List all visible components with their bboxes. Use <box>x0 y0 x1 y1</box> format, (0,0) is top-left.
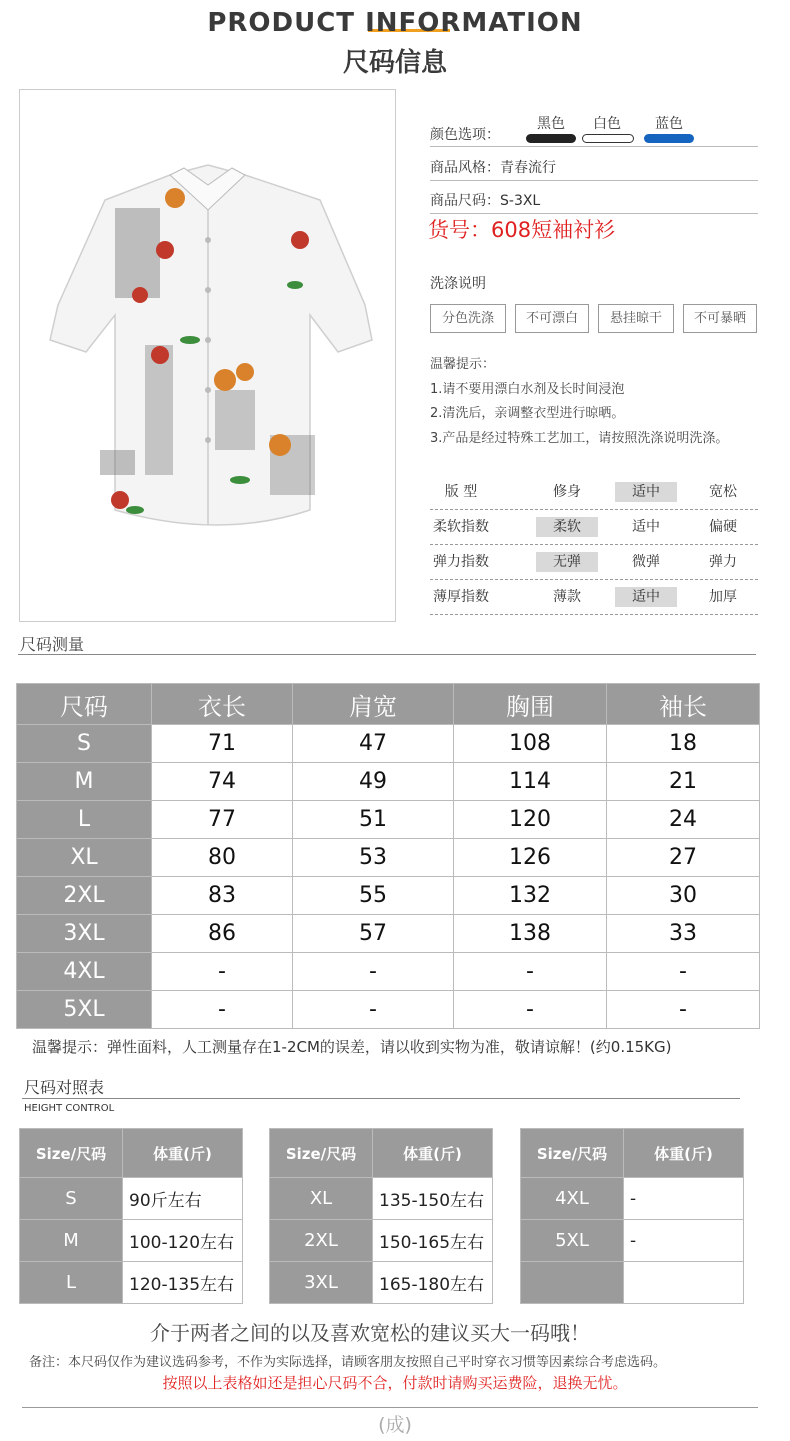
value-cell: 30 <box>607 877 760 915</box>
value-cell: 57 <box>293 915 454 953</box>
size-cell: XL <box>17 839 152 877</box>
weight-cell: 150-165左右 <box>373 1220 493 1262</box>
measure-header-row <box>17 684 760 725</box>
size-range-text: 商品尺码：S-3XL <box>430 193 541 209</box>
value-cell: 71 <box>152 725 293 763</box>
col-header: 肩宽 <box>293 684 454 725</box>
wash-item-1: 分色洗涤 <box>430 304 506 333</box>
value-cell: 49 <box>293 763 454 801</box>
weight-cell: 165-180左右 <box>373 1262 493 1304</box>
color-swatch-blue[interactable] <box>644 113 694 143</box>
attr-option: 微弹 <box>632 554 660 570</box>
value-cell: - <box>152 991 293 1029</box>
value-cell: 51 <box>293 801 454 839</box>
value-cell: - <box>607 953 760 991</box>
attr-option: 偏硬 <box>709 519 737 535</box>
size-advice: 介于两者之间的以及喜欢宽松的建议买大一码哦！ <box>150 1321 590 1345</box>
attr-option: 加厚 <box>709 589 737 605</box>
height-control-subtitle: HEIGHT CONTROL <box>24 1103 115 1114</box>
value-cell: 55 <box>293 877 454 915</box>
col-header: 体重(斤) <box>624 1129 744 1178</box>
weight-cell <box>624 1262 744 1304</box>
value-cell: 18 <box>607 725 760 763</box>
value-cell: 27 <box>607 839 760 877</box>
color-label: 颜色选项： <box>430 127 500 143</box>
size-cell: L <box>17 801 152 839</box>
value-cell: 47 <box>293 725 454 763</box>
attr-option: 弹力 <box>709 554 737 570</box>
wash-item-3: 悬挂晾干 <box>598 304 674 333</box>
color-name-white: 白色 <box>593 116 621 132</box>
table-row <box>17 991 760 1029</box>
col-header: 尺码 <box>17 684 152 725</box>
value-cell: - <box>293 991 454 1029</box>
attr-row-fit <box>430 475 758 510</box>
tip-line-1: 1.请不要用漂白水剂及长时间浸泡 <box>430 382 625 397</box>
size-cell: S <box>17 725 152 763</box>
col-header: Size/尺码 <box>521 1129 624 1178</box>
measure-title: 尺码测量 <box>20 635 85 654</box>
size-cell: 2XL <box>270 1220 373 1262</box>
color-pill-blue <box>644 134 694 143</box>
col-header: Size/尺码 <box>20 1129 123 1178</box>
value-cell: 53 <box>293 839 454 877</box>
table-row <box>17 763 760 801</box>
size-range-row <box>430 187 758 214</box>
size-cell <box>521 1262 624 1304</box>
col-header: 体重(斤) <box>373 1129 493 1178</box>
height-control-divider <box>22 1098 740 1099</box>
attr-row-softness <box>430 510 758 545</box>
attr-label: 薄厚指数 <box>433 589 489 605</box>
value-cell: - <box>607 991 760 1029</box>
remark-text: 备注：本尺码仅作为建议选码参考，不作为实际选择，请顾客朋友按照自己平时穿衣习惯等因素综合考虑选码。 <box>29 1355 667 1370</box>
value-cell: 108 <box>454 725 607 763</box>
size-cell: 4XL <box>17 953 152 991</box>
value-cell: 138 <box>454 915 607 953</box>
item-number: 货号：608短袖衬衫 <box>428 218 616 242</box>
tips-title: 温馨提示： <box>430 357 496 372</box>
color-pill-white <box>582 134 634 143</box>
footer-divider <box>22 1407 758 1408</box>
attr-row-thickness <box>430 580 758 615</box>
size-weight-table-3 <box>520 1128 744 1304</box>
attr-option: 适中 <box>632 519 660 535</box>
product-photo <box>19 89 396 622</box>
size-cell: 3XL <box>17 915 152 953</box>
col-header: 袖长 <box>607 684 760 725</box>
footer-mark: (成) <box>378 1414 412 1436</box>
table-row <box>17 953 760 991</box>
table-row <box>17 877 760 915</box>
tip-line-3: 3.产品是经过特殊工艺加工，请按照洗涤说明洗涤。 <box>430 431 729 446</box>
weight-cell: - <box>624 1178 744 1220</box>
value-cell: - <box>152 953 293 991</box>
measure-note: 温馨提示：弹性面料，人工测量存在1-2CM的误差，请以收到实物为准，敬请谅解！(约0.15KG) <box>32 1038 672 1056</box>
attr-option-selected: 无弹 <box>536 552 598 572</box>
value-cell: 132 <box>454 877 607 915</box>
shirt-illustration <box>20 90 395 621</box>
col-header: 衣长 <box>152 684 293 725</box>
attr-label: 柔软指数 <box>433 519 489 535</box>
value-cell: - <box>454 953 607 991</box>
size-cell: 2XL <box>17 877 152 915</box>
weight-cell: 90斤左右 <box>123 1178 243 1220</box>
value-cell: 114 <box>454 763 607 801</box>
table-row <box>17 839 760 877</box>
size-cell: XL <box>270 1178 373 1220</box>
color-swatch-white[interactable] <box>582 113 632 143</box>
attr-option-selected: 柔软 <box>536 517 598 537</box>
color-name-black: 黑色 <box>537 116 565 132</box>
size-weight-table-1 <box>19 1128 243 1304</box>
weight-cell: 135-150左右 <box>373 1178 493 1220</box>
header-title-cn: 尺码信息 <box>342 48 447 78</box>
attr-label: 版 型 <box>444 484 478 500</box>
tip-line-2: 2.清洗后，亲调整衣型进行晾晒。 <box>430 406 625 421</box>
return-notice: 按照以上表格如还是担心尺码不合，付款时请购买运费险，退换无忧。 <box>162 1374 628 1392</box>
color-swatch-black[interactable] <box>526 113 576 143</box>
value-cell: 80 <box>152 839 293 877</box>
size-cell: L <box>20 1262 123 1304</box>
style-row <box>430 154 758 181</box>
weight-cell: 100-120左右 <box>123 1220 243 1262</box>
table-row <box>17 725 760 763</box>
value-cell: - <box>454 991 607 1029</box>
table-row <box>17 915 760 953</box>
size-cell: 5XL <box>17 991 152 1029</box>
value-cell: 83 <box>152 877 293 915</box>
size-cell: 3XL <box>270 1262 373 1304</box>
attr-label: 弹力指数 <box>433 554 489 570</box>
wash-item-4: 不可暴晒 <box>683 304 757 333</box>
col-header: 胸围 <box>454 684 607 725</box>
color-options-row <box>430 116 758 147</box>
attr-option: 修身 <box>553 484 581 500</box>
value-cell: 33 <box>607 915 760 953</box>
attr-option: 宽松 <box>709 484 737 500</box>
size-cell: 5XL <box>521 1220 624 1262</box>
value-cell: 126 <box>454 839 607 877</box>
size-cell: M <box>17 763 152 801</box>
weight-cell: 120-135左右 <box>123 1262 243 1304</box>
measure-divider <box>18 654 756 655</box>
measurement-table <box>16 683 760 1029</box>
col-header: Size/尺码 <box>270 1129 373 1178</box>
attr-row-elasticity <box>430 545 758 580</box>
value-cell: 24 <box>607 801 760 839</box>
value-cell: 74 <box>152 763 293 801</box>
value-cell: 86 <box>152 915 293 953</box>
value-cell: 77 <box>152 801 293 839</box>
height-control-title: 尺码对照表 <box>24 1078 105 1097</box>
wash-item-2: 不可漂白 <box>515 304 589 333</box>
wash-title: 洗涤说明 <box>430 276 486 292</box>
attr-option-selected: 适中 <box>615 587 677 607</box>
attr-option: 薄款 <box>553 589 581 605</box>
weight-cell: - <box>624 1220 744 1262</box>
col-header: 体重(斤) <box>123 1129 243 1178</box>
value-cell: 120 <box>454 801 607 839</box>
size-weight-table-2 <box>269 1128 493 1304</box>
size-cell: 4XL <box>521 1178 624 1220</box>
header-title-en: PRODUCT INFORMATION <box>207 8 583 38</box>
color-name-blue: 蓝色 <box>655 116 683 132</box>
attr-option-selected: 适中 <box>615 482 677 502</box>
size-cell: S <box>20 1178 123 1220</box>
color-pill-black <box>526 134 576 143</box>
style-text: 商品风格：青春流行 <box>430 160 556 176</box>
table-row <box>17 801 760 839</box>
value-cell: 21 <box>607 763 760 801</box>
size-cell: M <box>20 1220 123 1262</box>
value-cell: - <box>293 953 454 991</box>
